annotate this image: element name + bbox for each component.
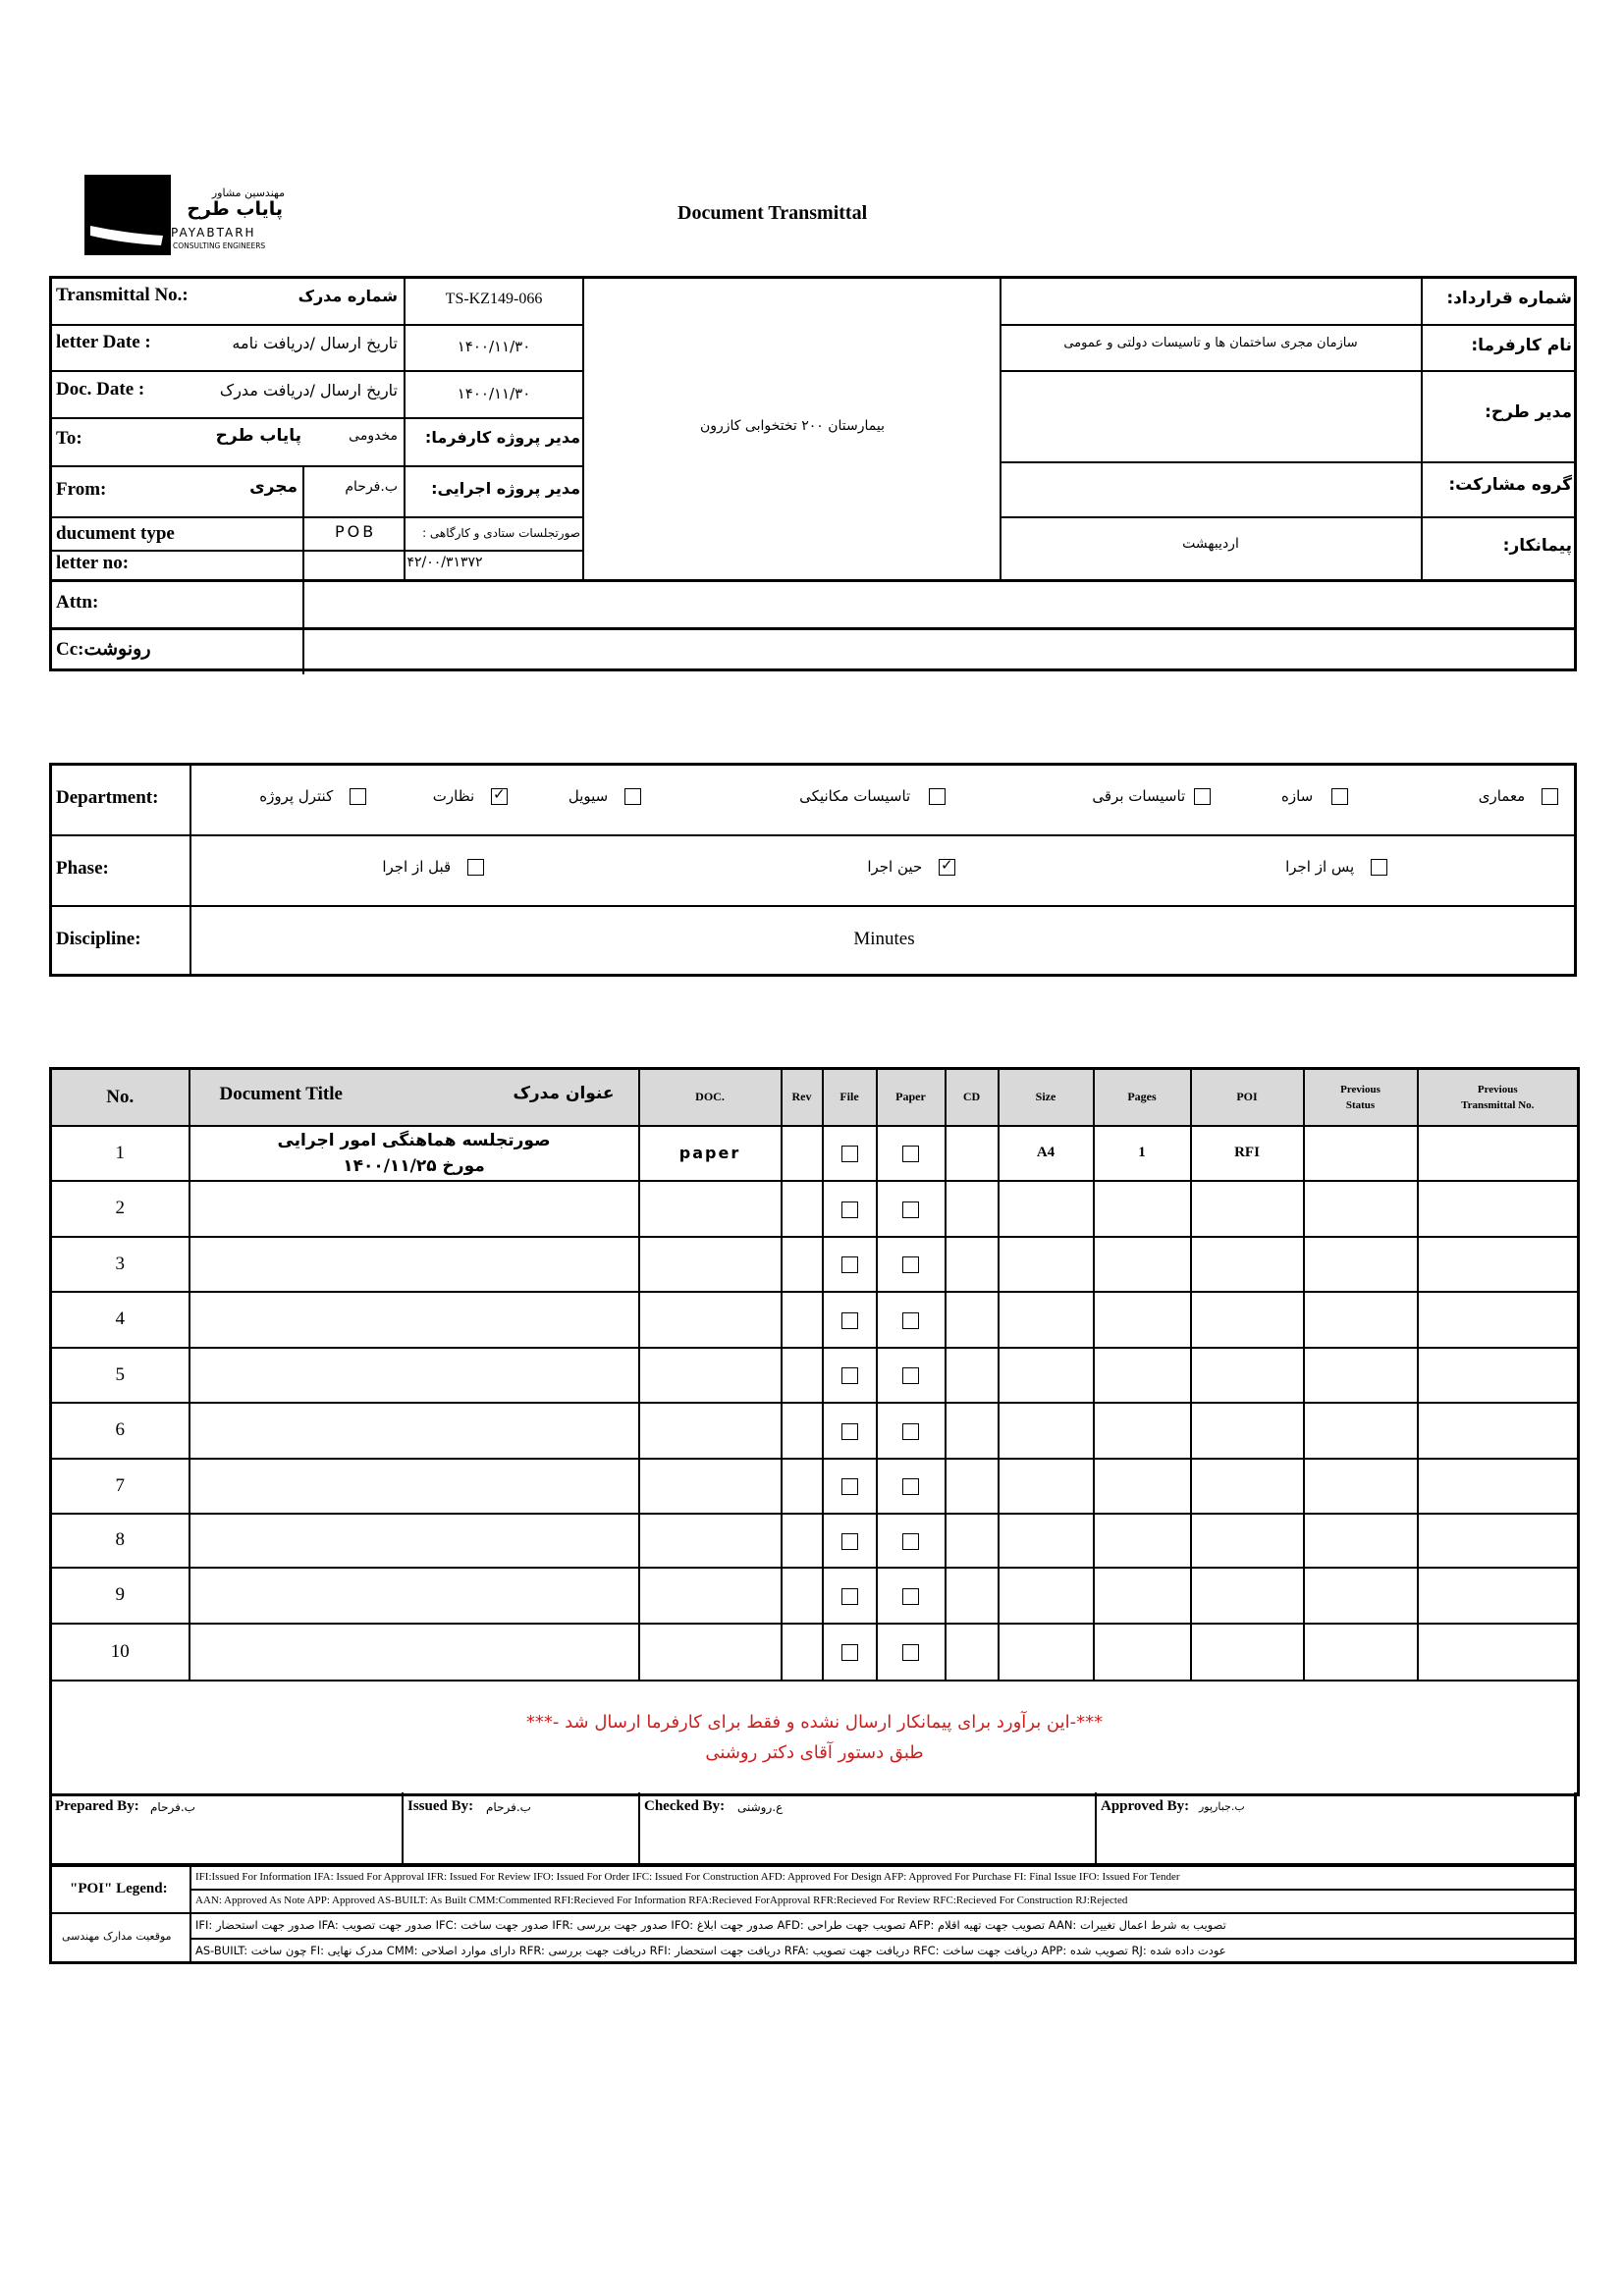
row-cd bbox=[946, 1348, 999, 1403]
row-prev-status bbox=[1304, 1181, 1418, 1237]
row-prev-status bbox=[1304, 1403, 1418, 1459]
row-size bbox=[999, 1348, 1094, 1403]
row-title bbox=[189, 1126, 639, 1181]
prepared-by-label: Prepared By: bbox=[55, 1798, 139, 1814]
row-prev-status bbox=[1304, 1514, 1418, 1568]
col-title-header-fa: عنوان مدرک bbox=[513, 1084, 615, 1103]
legend-line3: IFI: صدور جهت استحضار IFA: صدور جهت تصویب IFC: صدور جهت ساخت IFR: صدور جهت بررسی IFO: صدور جهت ابلاغ AFD: تصویب جهت طراحی AFP: تصویب جهت تهیه اقلام AAN: تصویب به شرط اعمال تغییرات bbox=[195, 1918, 1226, 1932]
row-poi bbox=[1191, 1292, 1304, 1348]
row-prev-trans bbox=[1418, 1126, 1579, 1181]
phase-option-before[interactable] bbox=[327, 858, 484, 876]
row-paper[interactable] bbox=[877, 1514, 946, 1568]
row-title-line2: مورخ ۱۴۰۰/۱۱/۲۵ bbox=[343, 1155, 485, 1176]
row-pages: 1 bbox=[1094, 1126, 1191, 1181]
dept-supervision-checkbox[interactable] bbox=[491, 788, 508, 805]
row-file-checkbox[interactable] bbox=[841, 1201, 858, 1218]
doc-date-value: ۱۴۰۰/۱۱/۳۰ bbox=[457, 385, 531, 402]
logo bbox=[84, 175, 300, 255]
dept-option-project-control[interactable] bbox=[239, 787, 366, 805]
row-title bbox=[189, 1568, 639, 1624]
row-poi bbox=[1191, 1624, 1304, 1681]
row-paper[interactable] bbox=[877, 1348, 946, 1403]
exec-pm-label: مدیر پروژه اجرایی: bbox=[431, 479, 580, 498]
row-prev-trans bbox=[1418, 1624, 1579, 1681]
row-pages bbox=[1094, 1292, 1191, 1348]
row-rev bbox=[782, 1459, 823, 1514]
attn-label: Attn: bbox=[56, 592, 99, 613]
row-file[interactable] bbox=[823, 1403, 877, 1459]
row-doc bbox=[639, 1514, 782, 1568]
dept-structure-checkbox[interactable] bbox=[1331, 788, 1348, 805]
letter-no-value: ۴۲/۰۰/۳۱۳۷۲ bbox=[406, 555, 483, 570]
row-title bbox=[189, 1624, 639, 1681]
discipline-value: Minutes bbox=[853, 929, 915, 949]
transmittal-value: TS-KZ149-066 bbox=[445, 291, 543, 307]
to-value: پایاب طرح bbox=[215, 426, 301, 446]
logo-en-main: PAYABTARH bbox=[171, 226, 256, 240]
letter-no-label: letter no: bbox=[56, 553, 130, 573]
col-rev-header: Rev bbox=[782, 1069, 823, 1126]
row-title bbox=[189, 1403, 639, 1459]
col-poi-header: POI bbox=[1191, 1069, 1304, 1126]
row-pages bbox=[1094, 1459, 1191, 1514]
row-file[interactable] bbox=[823, 1237, 877, 1292]
employer-pm-label: مدیر پروژه کارفرما: bbox=[424, 428, 580, 447]
row-size bbox=[999, 1292, 1094, 1348]
issued-by-label: Issued By: bbox=[407, 1798, 474, 1814]
row-pages bbox=[1094, 1181, 1191, 1237]
classification-block bbox=[49, 763, 1577, 977]
row-file-checkbox[interactable] bbox=[841, 1533, 858, 1550]
row-doc bbox=[639, 1568, 782, 1624]
doc-date-label-fa: تاریخ ارسال /دریافت مدرک bbox=[219, 381, 398, 400]
prepared-by-value: ب.فرحام bbox=[150, 1800, 195, 1814]
row-title bbox=[189, 1348, 639, 1403]
dept-civil-label: سیویل bbox=[568, 787, 609, 805]
dept-option-electrical[interactable] bbox=[1014, 787, 1211, 805]
row-pages bbox=[1094, 1624, 1191, 1681]
row-poi bbox=[1191, 1568, 1304, 1624]
row-cd bbox=[946, 1403, 999, 1459]
row-poi bbox=[1191, 1181, 1304, 1237]
row-prev-status bbox=[1304, 1348, 1418, 1403]
logo-fa-main: پایاب طرح bbox=[187, 198, 283, 220]
table-note-line2: طبق دستور آقای دکتر روشنی bbox=[705, 1741, 924, 1763]
row-paper-checkbox[interactable] bbox=[902, 1256, 919, 1273]
row-paper[interactable] bbox=[877, 1181, 946, 1237]
row-no: 8 bbox=[51, 1514, 189, 1568]
exec-pm-value: ب.فرحام bbox=[345, 479, 398, 495]
row-poi bbox=[1191, 1348, 1304, 1403]
row-poi bbox=[1191, 1459, 1304, 1514]
row-prev-status bbox=[1304, 1459, 1418, 1514]
transmittal-label-fa: شماره مدرک bbox=[298, 287, 398, 305]
page-title: Document Transmittal bbox=[677, 202, 868, 224]
row-pages bbox=[1094, 1348, 1191, 1403]
dept-architecture-checkbox[interactable] bbox=[1542, 788, 1558, 805]
col-cd-header: CD bbox=[946, 1069, 999, 1126]
row-prev-trans bbox=[1418, 1514, 1579, 1568]
row-poi bbox=[1191, 1514, 1304, 1568]
row-cd bbox=[946, 1237, 999, 1292]
employer-name-label: نام کارفرما: bbox=[1471, 336, 1572, 355]
dept-supervision-label: نظارت bbox=[432, 787, 475, 805]
row-no: 6 bbox=[51, 1403, 189, 1459]
col-prev-status-header bbox=[1304, 1069, 1418, 1126]
row-title bbox=[189, 1292, 639, 1348]
row-title bbox=[189, 1237, 639, 1292]
row-title bbox=[189, 1514, 639, 1568]
row-rev bbox=[782, 1126, 823, 1181]
col-title-header bbox=[189, 1069, 639, 1126]
row-paper-checkbox[interactable] bbox=[902, 1312, 919, 1329]
table-row bbox=[51, 1514, 1579, 1568]
row-no: 1 bbox=[51, 1126, 189, 1181]
row-title bbox=[189, 1459, 639, 1514]
dept-electrical-label: تاسیسات برقی bbox=[1092, 787, 1186, 805]
row-prev-status bbox=[1304, 1568, 1418, 1624]
row-paper[interactable] bbox=[877, 1292, 946, 1348]
row-rev bbox=[782, 1348, 823, 1403]
row-prev-trans bbox=[1418, 1292, 1579, 1348]
approved-by-label: Approved By: bbox=[1101, 1798, 1190, 1814]
row-prev-trans bbox=[1418, 1181, 1579, 1237]
row-paper-checkbox[interactable] bbox=[902, 1644, 919, 1661]
row-paper[interactable] bbox=[877, 1237, 946, 1292]
row-paper[interactable] bbox=[877, 1568, 946, 1624]
col-doc-header: DOC. bbox=[639, 1069, 782, 1126]
row-prev-status bbox=[1304, 1292, 1418, 1348]
partnership-label: گروه مشارکت: bbox=[1448, 475, 1572, 495]
phase-label: Phase: bbox=[56, 858, 109, 879]
row-doc bbox=[639, 1459, 782, 1514]
row-size bbox=[999, 1237, 1094, 1292]
table-note-line1: ***-این برآورد برای پیمانکار ارسال نشده و فقط برای کارفرما ارسال شد -*** bbox=[525, 1711, 1104, 1733]
logo-fa-top: مهندسین مشاور bbox=[211, 187, 285, 199]
row-pages bbox=[1094, 1568, 1191, 1624]
row-doc bbox=[639, 1181, 782, 1237]
row-size bbox=[999, 1514, 1094, 1568]
row-file[interactable] bbox=[823, 1514, 877, 1568]
row-paper-checkbox[interactable] bbox=[902, 1533, 919, 1550]
legend-block bbox=[49, 1864, 1577, 1964]
approved-by-value: ب.جبارپور bbox=[1199, 1800, 1245, 1813]
row-file-checkbox[interactable] bbox=[841, 1423, 858, 1440]
table-row bbox=[51, 1403, 1579, 1459]
table-row bbox=[51, 1624, 1579, 1681]
row-file[interactable] bbox=[823, 1181, 877, 1237]
row-paper-checkbox[interactable] bbox=[902, 1423, 919, 1440]
row-size bbox=[999, 1459, 1094, 1514]
cc-label: Cc:رونوشت bbox=[56, 639, 151, 660]
row-file-checkbox[interactable] bbox=[841, 1312, 858, 1329]
row-title-line1: صورتجلسه هماهنگی امور اجرایی bbox=[277, 1130, 551, 1150]
row-cd bbox=[946, 1292, 999, 1348]
row-paper-checkbox[interactable] bbox=[902, 1588, 919, 1605]
row-rev bbox=[782, 1403, 823, 1459]
row-cd bbox=[946, 1126, 999, 1181]
row-size bbox=[999, 1624, 1094, 1681]
checked-by-label: Checked By: bbox=[644, 1798, 726, 1814]
legend-line4: AS-BUILT: چون ساخت FI: مدرک نهایی CMM: دارای موارد اصلاحی RFR: دریافت جهت بررسی RFI: دریافت جهت استحضار RFA: دریافت جهت تصویب RFC: دریافت جهت ساخت APP: تصویب شده RJ: عودت داده شده bbox=[195, 1944, 1226, 1957]
row-no: 4 bbox=[51, 1292, 189, 1348]
row-paper-checkbox[interactable] bbox=[902, 1146, 919, 1162]
col-title-header-en: Document Title bbox=[219, 1084, 343, 1104]
employer-name-value: سازمان مجری ساختمان ها و تاسیسات دولتی و عمومی bbox=[1063, 336, 1358, 350]
row-cd bbox=[946, 1181, 999, 1237]
phase-option-after[interactable] bbox=[1230, 858, 1387, 876]
row-doc: paper bbox=[639, 1126, 782, 1181]
row-prev-status bbox=[1304, 1624, 1418, 1681]
row-rev bbox=[782, 1568, 823, 1624]
letter-date-value: ۱۴۰۰/۱۱/۳۰ bbox=[457, 338, 531, 355]
row-rev bbox=[782, 1624, 823, 1681]
design-manager-label: مدیر طرح: bbox=[1485, 402, 1572, 422]
row-file-checkbox[interactable] bbox=[841, 1478, 858, 1495]
table-row bbox=[51, 1348, 1579, 1403]
col-pages-header: Pages bbox=[1094, 1069, 1191, 1126]
row-no: 10 bbox=[51, 1624, 189, 1681]
row-file-checkbox[interactable] bbox=[841, 1367, 858, 1384]
row-file[interactable] bbox=[823, 1348, 877, 1403]
dept-electrical-checkbox[interactable] bbox=[1194, 788, 1211, 805]
dept-mechanical-checkbox[interactable] bbox=[929, 788, 946, 805]
row-poi bbox=[1191, 1403, 1304, 1459]
row-rev bbox=[782, 1237, 823, 1292]
phase-after-label: پس از اجرا bbox=[1285, 858, 1355, 876]
row-prev-trans bbox=[1418, 1459, 1579, 1514]
row-prev-trans bbox=[1418, 1403, 1579, 1459]
table-row bbox=[51, 1292, 1579, 1348]
from-label: From: bbox=[56, 479, 107, 500]
department-label: Department: bbox=[56, 787, 159, 808]
dept-option-architecture[interactable] bbox=[1440, 787, 1558, 805]
row-no: 9 bbox=[51, 1568, 189, 1624]
discipline-label: Discipline: bbox=[56, 929, 141, 949]
table-row bbox=[51, 1181, 1579, 1237]
row-file[interactable] bbox=[823, 1624, 877, 1681]
row-file-checkbox[interactable] bbox=[841, 1644, 858, 1661]
col-paper-header: Paper bbox=[877, 1069, 946, 1126]
phase-before-checkbox[interactable] bbox=[467, 859, 484, 876]
letter-date-label: letter Date : bbox=[56, 332, 151, 352]
employer-pm-value: مخدومی bbox=[349, 428, 398, 444]
row-paper[interactable] bbox=[877, 1126, 946, 1181]
row-file[interactable] bbox=[823, 1459, 877, 1514]
document-table bbox=[49, 1067, 1580, 1796]
doc-type-value: صورتجلسات ستادی و کارگاهی : bbox=[422, 526, 580, 540]
letter-date-label-fa: تاریخ ارسال /دریافت نامه bbox=[232, 334, 398, 352]
row-poi: RFI bbox=[1191, 1126, 1304, 1181]
dept-civil-checkbox[interactable] bbox=[624, 788, 641, 805]
logo-en-sub: CONSULTING ENGINEERS bbox=[173, 241, 266, 250]
dept-option-civil[interactable] bbox=[523, 787, 641, 805]
row-size bbox=[999, 1403, 1094, 1459]
row-cd bbox=[946, 1568, 999, 1624]
row-doc bbox=[639, 1237, 782, 1292]
row-pages bbox=[1094, 1514, 1191, 1568]
project-name: بیمارستان ۲۰۰ تختخوابی کازرون bbox=[699, 418, 886, 434]
row-file-checkbox[interactable] bbox=[841, 1146, 858, 1162]
row-prev-trans bbox=[1418, 1568, 1579, 1624]
dept-architecture-label: معماری bbox=[1478, 787, 1526, 805]
row-prev-status bbox=[1304, 1126, 1418, 1181]
legend-line1: IFI:Issued For Information IFA: Issued For Approval IFR: Issued For Review IFO: Issued For Order IFC: Issued For Construction AFD: Approved For Design AFP: Approved For Purchase FI: Final Issue IFO: Issued For Tender bbox=[195, 1871, 1180, 1883]
prev-trans-header-line1: Previous bbox=[1477, 1083, 1518, 1095]
table-row bbox=[51, 1459, 1579, 1514]
phase-after-checkbox[interactable] bbox=[1371, 859, 1387, 876]
row-cd bbox=[946, 1624, 999, 1681]
doc-type-label: ducument type bbox=[56, 523, 175, 544]
row-doc bbox=[639, 1292, 782, 1348]
row-size bbox=[999, 1181, 1094, 1237]
row-cd bbox=[946, 1459, 999, 1514]
from-value: مجری bbox=[249, 477, 298, 497]
col-size-header: Size bbox=[999, 1069, 1094, 1126]
doc-type-code: POB bbox=[335, 522, 377, 541]
row-prev-trans bbox=[1418, 1237, 1579, 1292]
phase-before-label: قبل از اجرا bbox=[382, 858, 452, 876]
row-paper-checkbox[interactable] bbox=[902, 1201, 919, 1218]
row-paper[interactable] bbox=[877, 1624, 946, 1681]
payabtarh-logo-icon bbox=[84, 175, 171, 255]
dept-structure-label: سازه bbox=[1280, 787, 1314, 805]
dept-option-structure[interactable] bbox=[1220, 787, 1348, 805]
row-no: 5 bbox=[51, 1348, 189, 1403]
row-rev bbox=[782, 1181, 823, 1237]
phase-during-label: حین اجرا bbox=[867, 858, 923, 876]
row-cd bbox=[946, 1514, 999, 1568]
col-file-header: File bbox=[823, 1069, 877, 1126]
col-prev-trans-header bbox=[1418, 1069, 1579, 1126]
row-doc bbox=[639, 1624, 782, 1681]
row-file-checkbox[interactable] bbox=[841, 1588, 858, 1605]
row-file[interactable] bbox=[823, 1126, 877, 1181]
prev-status-header-line2: Status bbox=[1345, 1098, 1376, 1111]
row-poi bbox=[1191, 1237, 1304, 1292]
to-label: To: bbox=[56, 428, 82, 449]
row-size: A4 bbox=[999, 1126, 1094, 1181]
info-block bbox=[49, 276, 1577, 671]
row-paper[interactable] bbox=[877, 1459, 946, 1514]
row-title bbox=[189, 1181, 639, 1237]
row-paper-checkbox[interactable] bbox=[902, 1367, 919, 1384]
legend-line2: AAN: Approved As Note APP: Approved AS-BUILT: As Built CMM:Commented RFI:Recieved For Information RFA:Recieved ForApproval RFR:Recieved For Review RFC:Recieved For Construction RJ:Rejected bbox=[195, 1895, 1128, 1906]
row-doc bbox=[639, 1403, 782, 1459]
row-file[interactable] bbox=[823, 1292, 877, 1348]
position-legend-label: موقعیت مدارک مهندسی bbox=[62, 1930, 172, 1943]
table-row bbox=[51, 1237, 1579, 1292]
signature-block bbox=[49, 1792, 1577, 1866]
row-pages bbox=[1094, 1237, 1191, 1292]
row-paper[interactable] bbox=[877, 1403, 946, 1459]
dept-project-control-label: کنترل پروژه bbox=[259, 787, 334, 805]
contract-no-label: شماره قرارداد: bbox=[1446, 289, 1572, 308]
doc-date-label: Doc. Date : bbox=[56, 379, 145, 400]
row-no: 2 bbox=[51, 1181, 189, 1237]
row-file[interactable] bbox=[823, 1568, 877, 1624]
dept-option-mechanical[interactable] bbox=[720, 787, 946, 805]
row-no: 3 bbox=[51, 1237, 189, 1292]
checked-by-value: ع.روشنی bbox=[737, 1800, 784, 1814]
row-no: 7 bbox=[51, 1459, 189, 1514]
issued-by-value: ب.فرحام bbox=[486, 1800, 531, 1814]
row-paper-checkbox[interactable] bbox=[902, 1478, 919, 1495]
row-prev-trans bbox=[1418, 1348, 1579, 1403]
phase-during-checkbox[interactable] bbox=[939, 859, 955, 876]
row-file-checkbox[interactable] bbox=[841, 1256, 858, 1273]
dept-mechanical-label: تاسیسات مکانیکی bbox=[799, 787, 911, 805]
table-note bbox=[51, 1681, 1579, 1795]
table-row bbox=[51, 1568, 1579, 1624]
dept-option-supervision[interactable] bbox=[425, 787, 508, 805]
row-prev-status bbox=[1304, 1237, 1418, 1292]
row-pages bbox=[1094, 1403, 1191, 1459]
col-no-header: No. bbox=[51, 1069, 189, 1126]
row-size bbox=[999, 1568, 1094, 1624]
row-rev bbox=[782, 1514, 823, 1568]
transmittal-label: Transmittal No.: bbox=[56, 285, 189, 305]
contractor-value: اردیبهشت bbox=[1182, 536, 1239, 552]
row-rev bbox=[782, 1292, 823, 1348]
prev-trans-header-line2: Transmittal No. bbox=[1461, 1098, 1535, 1111]
contractor-label: پیمانکار: bbox=[1502, 536, 1572, 556]
prev-status-header-line1: Previous bbox=[1340, 1083, 1380, 1095]
phase-option-during[interactable] bbox=[798, 858, 955, 876]
row-doc bbox=[639, 1348, 782, 1403]
dept-project-control-checkbox[interactable] bbox=[350, 788, 366, 805]
table-row bbox=[51, 1126, 1579, 1181]
poi-legend-label: "POI" Legend: bbox=[70, 1881, 168, 1896]
